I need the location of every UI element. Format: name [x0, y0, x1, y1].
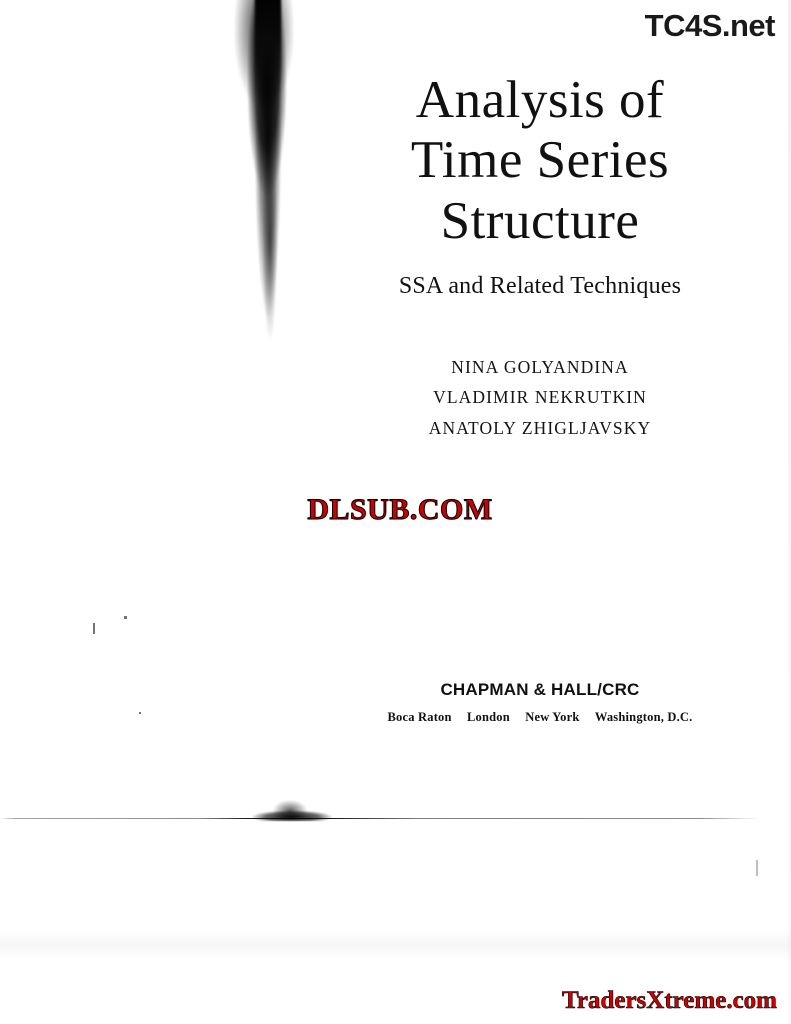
- scan-speck-artifact: [139, 712, 141, 714]
- book-title-line-3: Structure: [440, 191, 640, 250]
- scan-smudge-artifact: [222, 0, 342, 370]
- watermark-center-label: DLSUB.COM: [307, 493, 493, 526]
- scan-speck-artifact: [124, 616, 127, 619]
- watermark-top-right: TC4S.net: [644, 8, 775, 43]
- scan-speck-artifact: [93, 623, 95, 634]
- publisher-city: Boca Raton: [387, 710, 452, 724]
- publisher-imprint: [330, 680, 750, 725]
- scan-speck-artifact: [756, 860, 758, 876]
- publisher-city: Washington, D.C.: [594, 710, 693, 724]
- scan-hairline-artifact: [0, 818, 791, 819]
- author-name: VLADIMIR NEKRUTKIN: [433, 387, 647, 408]
- publisher-city: New York: [525, 710, 580, 724]
- book-cover-text-block: [330, 70, 750, 443]
- book-title-line-1: Analysis of: [415, 71, 665, 129]
- publisher-cities: [330, 710, 750, 725]
- scan-shadow-band-artifact: [0, 930, 791, 960]
- scan-blot-artifact: [244, 795, 340, 821]
- book-subtitle: SSA and Related Techniques: [398, 273, 682, 300]
- publisher-city: London: [466, 710, 510, 724]
- watermark-bottom-right: TradersXtreme.com: [562, 987, 777, 1014]
- scan-smudge-core-artifact: [255, 0, 281, 110]
- author-name: ANATOLY ZHIGLJAVSKY: [428, 417, 652, 438]
- publisher-name: CHAPMAN & HALL/CRC: [440, 680, 640, 699]
- author-list: [330, 352, 750, 443]
- watermark-center: [260, 489, 540, 531]
- page-title: [330, 70, 750, 251]
- author-name: NINA GOLYANDINA: [451, 357, 629, 378]
- book-title-line-2: Time Series: [410, 131, 670, 190]
